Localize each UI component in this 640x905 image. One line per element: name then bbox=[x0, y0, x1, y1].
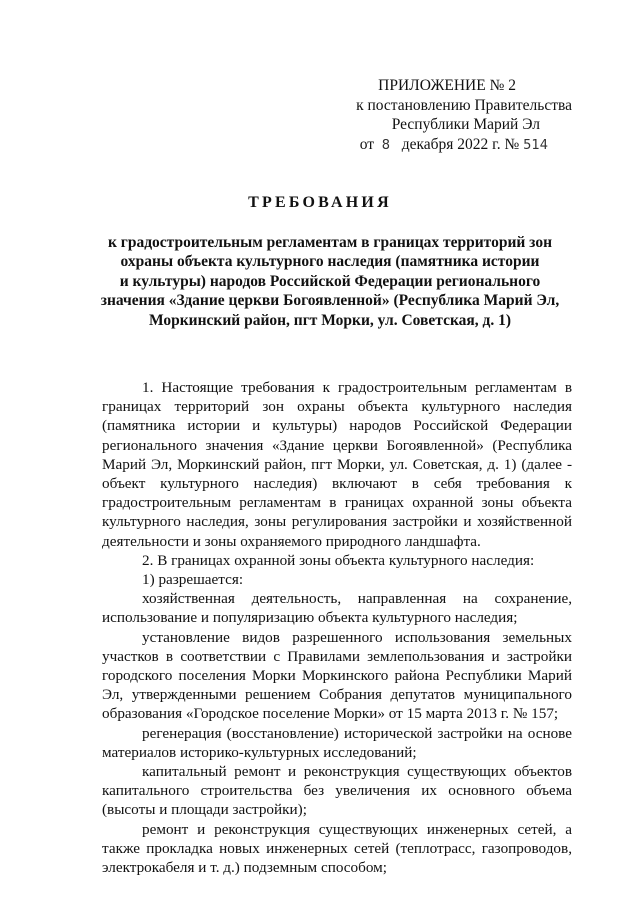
body-paragraph: 1) разрешается: bbox=[142, 571, 244, 589]
body-paragraph: ремонт и реконструкция существующих инженерных сетей, а также прокладка новых инженерных сетей (теплотрасс, газопроводов, электрокабеля и т. д.) подземным способом; bbox=[102, 820, 572, 877]
subheading-line: и культуры) народов Российской Федерации регионального bbox=[119, 272, 541, 290]
appendix-republic-line: Республики Марий Эл bbox=[391, 116, 540, 133]
body-paragraph: капитальный ремонт и реконструкция существующих объектов капитального строительства без увеличения их основного объема (высоты и площади застройки); bbox=[102, 763, 572, 819]
body-paragraph: регенерация (восстановление) исторической застройки на основе материалов историко-культурных исследований; bbox=[102, 724, 572, 761]
subheading-line: Моркинский район, пгт Морки, ул. Советская, д. 1) bbox=[148, 311, 512, 329]
appendix-title: ПРИЛОЖЕНИЕ № 2 bbox=[378, 77, 516, 94]
date-day: 8 bbox=[381, 137, 391, 153]
document-body bbox=[102, 378, 572, 877]
body-paragraph: установление видов разрешенного использования земельных участков в соответствии с Правилами землепользования и застройки городского поселения Морки Моркинского района Республики Марий Эл, утвержденными решением Собрания депутатов муниципального образования «Городское поселение Морки» от 15 марта 2013 г. № 157; bbox=[102, 628, 572, 723]
subheading-line: значения «Здание церкви Богоявленной» (Республика Марий Эл, bbox=[100, 292, 560, 310]
subheading-line: охраны объекта культурного наследия (памятника истории bbox=[120, 253, 540, 271]
body-paragraph: 1. Настоящие требования к градостроительным регламентам в границах территорий зон охраны объекта культурного наследия (памятника истории и культуры) народов Российской Федерации регионального значения «Здание церкви Богоявленной» (Республика Марий Эл, Моркинский район, пгт Морки, ул. Советская, д. 1) (далее - объект культурного наследия) включают в себя требования к градостроительным регламентам в границах охранной зоны объекта культурного наследия, зоны регулирования застройки и хозяйственной деятельности и зоны охраняемого природного ландшафта. bbox=[102, 379, 572, 550]
document-heading: ТРЕБОВАНИЯ bbox=[248, 194, 392, 211]
date-middle: декабря 2022 г. № bbox=[401, 135, 520, 153]
body-paragraph: 2. В границах охранной зоны объекта культурного наследия: bbox=[142, 551, 535, 569]
subheading-line: к градостроительным регламентам в границах территорий зон bbox=[107, 234, 552, 251]
appendix-date-line bbox=[330, 135, 572, 156]
decree-number: 514 bbox=[523, 137, 548, 153]
date-prefix: от bbox=[359, 135, 375, 153]
body-paragraph: хозяйственная деятельность, направленная на сохранение, использование и популяризацию объекта культурного наследия; bbox=[102, 590, 572, 627]
appendix-decree-line: к постановлению Правительства bbox=[356, 96, 572, 114]
appendix-block bbox=[330, 76, 572, 155]
document-subheading bbox=[100, 233, 560, 330]
